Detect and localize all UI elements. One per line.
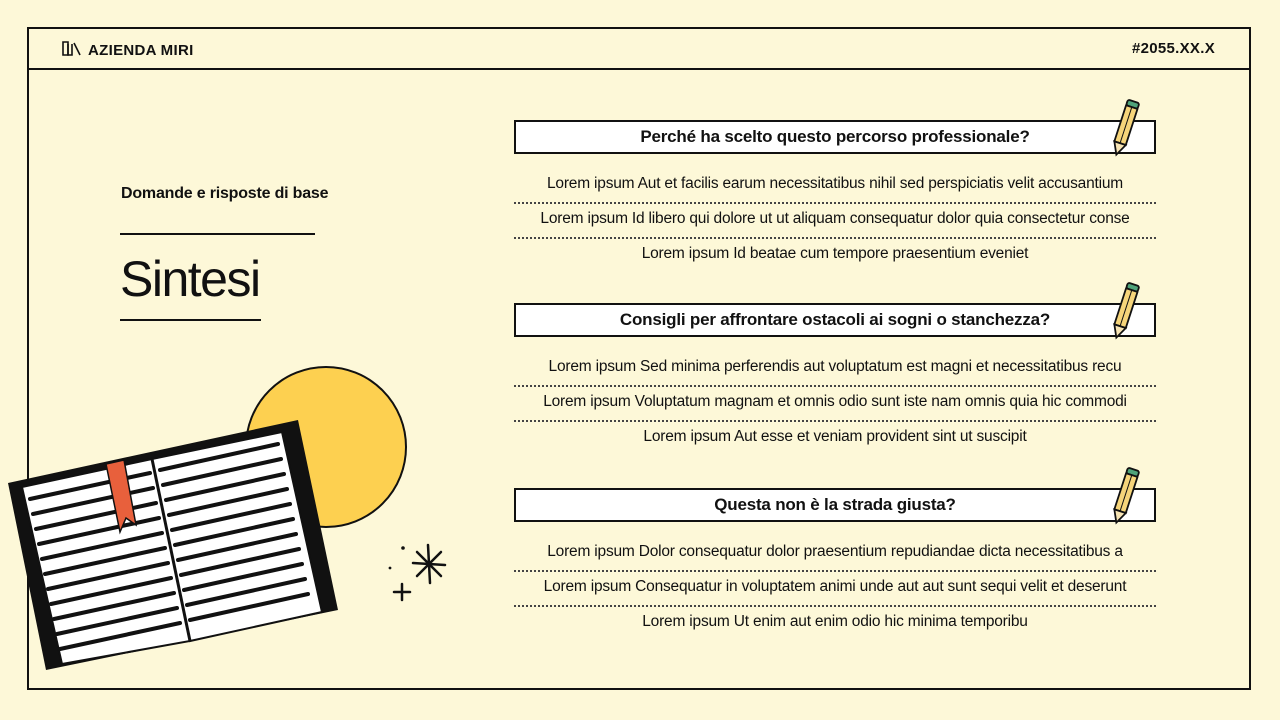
question-box <box>514 303 1156 337</box>
pencil-icon <box>1110 466 1140 531</box>
answer-line: Lorem ipsum Ut enim aut enim odio hic minima temporibu <box>642 613 1028 630</box>
page-title: Sintesi <box>120 251 260 307</box>
books-logo-icon <box>62 40 82 60</box>
answer-line: Lorem ipsum Dolor consequatur dolor praesentium repudiandae dicta necessitatibus a <box>514 538 1156 572</box>
answer-line: Lorem ipsum Aut et facilis earum necessitatibus nihil sed perspiciatis velit accusantium <box>514 170 1156 204</box>
sparkle-icon <box>394 545 445 600</box>
answer-line: Lorem ipsum Id libero qui dolore ut ut aliquam consequatur dolor quia consectetur conse <box>514 205 1156 239</box>
answer-line: Lorem ipsum Aut esse et veniam provident sint ut suscipit <box>643 428 1027 445</box>
pencil-icon <box>1110 98 1140 163</box>
section-subtitle: Domande e risposte di base <box>121 185 329 202</box>
answer-line: Lorem ipsum Voluptatum magnam et omnis odio sunt iste nam omnis quia hic commodi <box>514 388 1156 422</box>
answer-line: Lorem ipsum Sed minima perferendis aut voluptatum est magni et necessitatibus recu <box>514 353 1156 387</box>
brand <box>62 40 194 60</box>
book-illustration <box>0 360 460 695</box>
question-box <box>514 488 1156 522</box>
divider-top <box>120 233 315 235</box>
qa-block-3 <box>514 488 1156 643</box>
question-box <box>514 120 1156 154</box>
header-bar <box>29 29 1249 70</box>
divider-bottom <box>120 319 261 321</box>
answer-line: Lorem ipsum Id beatae cum tempore praesentium eveniet <box>641 245 1029 262</box>
question-text: Consigli per affrontare ostacoli ai sogni o stanchezza? <box>619 310 1051 329</box>
question-text: Questa non è la strada giusta? <box>714 495 956 514</box>
open-book-icon <box>8 420 338 670</box>
qa-block-1 <box>514 120 1156 275</box>
brand-name: AZIENDA MIRI <box>88 41 194 59</box>
answer-line: Lorem ipsum Consequatur in voluptatem animi unde aut aut sunt sequi velit et deserunt <box>514 573 1156 607</box>
question-text: Perché ha scelto questo percorso professionale? <box>640 127 1030 146</box>
qa-block-2 <box>514 303 1156 458</box>
document-code: #2055.XX.X <box>1131 40 1215 57</box>
pencil-icon <box>1110 281 1140 346</box>
